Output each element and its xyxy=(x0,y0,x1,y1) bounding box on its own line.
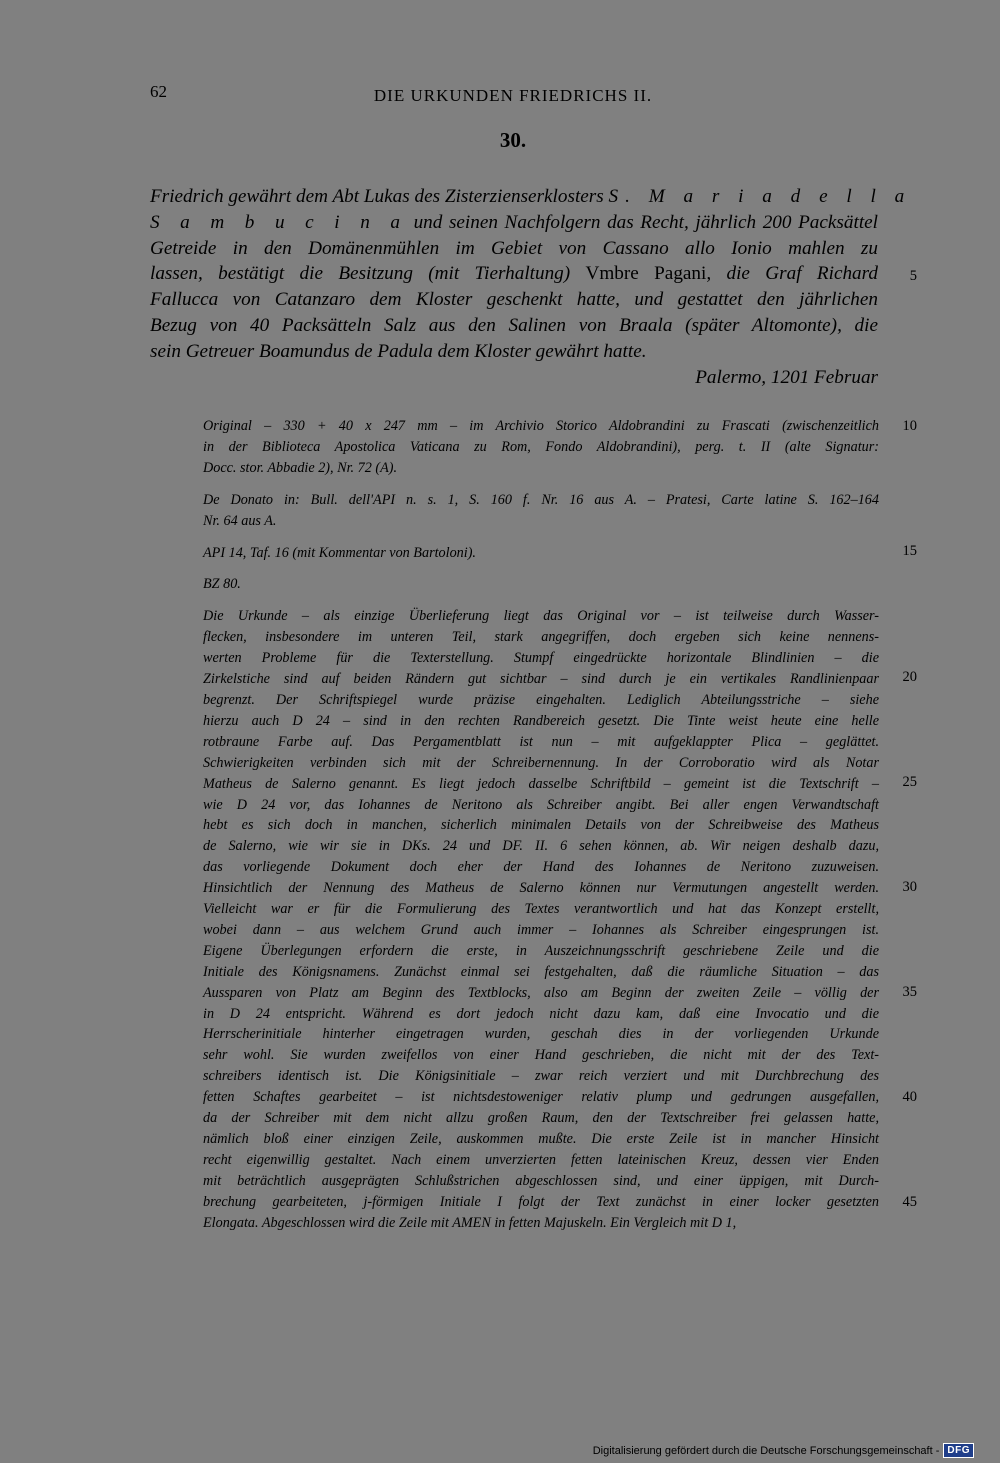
note-line: Hinsichtlich der Nennung des Matheus de Salerno können nur Vermutungen angestellt werden. xyxy=(203,880,879,897)
note-line: Eigene Überlegungen erfordern die erste, in Auszeichnungsschrift geschriebene Zeile und die xyxy=(203,942,879,959)
commentary-notes xyxy=(203,416,879,1245)
note-line: Die Urkunde – als einzige Überlieferung liegt das Original vor – ist teilweise durch Wasser- xyxy=(203,608,879,625)
note-line: Elongata. Abgeschlossen wird die Zeile mit AMEN in fetten Majuskeln. Ein Vergleich mit D 1, xyxy=(203,1214,737,1231)
note-line: mit beträchtlich ausgeprägten Schlußstrichen abgeschlossen sind, und einer üppigen, mit Durch- xyxy=(203,1172,879,1189)
regest-line xyxy=(150,339,878,365)
note-line: recht eigenwillig gestaltet. Nach einem unverzierten fetten lateinischen Kreuz, dessen vier Enden xyxy=(203,1151,879,1168)
note-line: Vielleicht war er für die Formulierung des Textes verantwortlich und hat das Konzept erstellt, xyxy=(203,901,879,918)
spaced-name: S. M a r i a d e l l a xyxy=(608,186,912,207)
note-line: Original – 330 + 40 x 247 mm – im Archivio Storico Aldobrandini zu Frascati (zwischenzeitlich xyxy=(203,418,879,434)
regest-line xyxy=(150,261,878,287)
margin-line-number: 20 xyxy=(902,669,917,685)
regest-line xyxy=(150,313,878,339)
regest-text: und seinen Nachfolgern das Recht, jährlich 200 Packsättel xyxy=(406,211,878,233)
note-line: Herrscherinitiale hinterher eingetragen wurden, geschah dies in der vorliegenden Urkunde xyxy=(203,1026,879,1043)
regest-line xyxy=(150,287,878,313)
spaced-name: S a m b u c i n a xyxy=(150,211,407,233)
note-line: rotbraune Farbe auf. Das Pergamentblatt ist nun – mit aufgeklappter Plica – geglättet. xyxy=(203,733,879,750)
note-line: De Donato in: Bull. dell'API n. s. 1, S. 160 f. Nr. 16 aus A. – Pratesi, Carte latine S. 162–164 xyxy=(203,491,879,508)
note-line: nämlich bloß einer einzigen Zeile, auskommen mußte. Die erste Zeile ist in mancher Hinsicht xyxy=(203,1131,879,1147)
footer-text: Digitalisierung gefördert durch die Deutsche Forschungsgemeinschaft - xyxy=(592,1444,940,1457)
note-line: API 14, Taf. 16 (mit Kommentar von Bartoloni). xyxy=(203,544,476,561)
note-line: Nr. 64 aus A. xyxy=(203,512,277,529)
note-line: sehr wohl. Sie wurden zweifellos von einer Hand geschrieben, die nicht mit der des Text- xyxy=(203,1047,879,1064)
note-line: werten Probleme für die Texterstellung. Stumpf eingedrückte horizontale Blindlinien – die xyxy=(203,650,879,667)
note-line: Initiale des Königsnamens. Zunächst einmal sei festgehalten, daß die räumliche Situation – das xyxy=(203,963,879,980)
note-line: hierzu auch D 24 – sind in den rechten Randbereich gesetzt. Die Tinte weist heute eine helle xyxy=(203,712,879,729)
note-line: Schwierigkeiten verbinden sich mit der Schreibernennung. In der Corroboratio wird als Notar xyxy=(203,754,879,771)
note-line: brechung gearbeiteten, j-förmigen Initiale I folgt der Text zunächst in einer locker gesetzten xyxy=(203,1193,879,1210)
regest-text: , die Graf Richard xyxy=(706,263,878,285)
regest-date: Palermo, 1201 Februar xyxy=(695,366,878,388)
margin-line-number: 15 xyxy=(902,543,917,559)
note-paragraph xyxy=(203,416,879,479)
document-number: 30. xyxy=(499,128,527,152)
note-paragraph xyxy=(203,543,879,564)
regest-text: Getreide in den Domänenmühlen im Gebiet von Cassano allo Ionio mahlen zu xyxy=(150,237,878,259)
note-paragraph xyxy=(203,574,879,595)
note-line: da der Schreiber mit dem nicht allzu großen Raum, den der Textschreiber frei gelassen hatte, xyxy=(203,1110,879,1127)
regest-text: lassen, bestätigt die Besitzung (mit Tierhaltung) xyxy=(150,263,586,285)
note-line: Zirkelstiche sind auf beiden Rändern gut sichtbar – sind durch je ein vertikales Randlinienpaar xyxy=(203,671,879,688)
running-title: DIE URKUNDEN FRIEDRICHS II. xyxy=(373,86,653,105)
dfg-logo[interactable]: DFG xyxy=(943,1443,974,1458)
note-line: de Salerno, wie wir sie in DKs. 24 und DF. II. 6 sehen können, ab. Wir neigen deshalb dazu, xyxy=(203,838,879,855)
footer xyxy=(593,1443,974,1458)
note-line: Docc. stor. Abbadie 2), Nr. 72 (A). xyxy=(203,459,398,476)
note-line: fetten Schaftes gearbeitet – ist nichtsdestoweniger relativ plump und gedrungen ausgefallen, xyxy=(203,1089,879,1106)
margin-line-number: 10 xyxy=(902,418,917,434)
margin-line-number: 5 xyxy=(909,268,917,284)
note-line: in D 24 entspricht. Während es dort jedoch nicht dazu kam, daß eine Invocatio und die xyxy=(203,1005,879,1022)
upright-name: Vmbre Pagani xyxy=(585,263,707,285)
regest-text: Fallucca von Catanzaro dem Kloster geschenkt hatte, und gestattet den jährlichen xyxy=(150,289,878,311)
regest-line xyxy=(150,210,878,236)
regest-line xyxy=(150,236,878,262)
note-line: wobei dann – aus welchem Grund auch immer – Iohannes als Schreiber eingesprungen ist. xyxy=(203,921,879,938)
note-line: flecken, insbesondere im unteren Teil, stark angegriffen, doch ergeben sich keine nennens- xyxy=(203,629,879,646)
margin-line-number: 35 xyxy=(902,984,917,1000)
note-line: Matheus de Salerno genannt. Es liegt jedoch dasselbe Schriftbild – gemeint ist die Textschrift – xyxy=(203,775,879,792)
note-line: schreibers identisch ist. Die Königsinitiale – zwar reich verziert und mit Durchbrechung des xyxy=(203,1068,879,1085)
regest-text: Bezug von 40 Packsätteln Salz aus den Salinen von Braala (später Altomonte), die xyxy=(150,314,878,336)
page-number: 62 xyxy=(150,82,167,101)
note-paragraph xyxy=(203,490,879,532)
regest-text: Friedrich gewährt dem Abt Lukas des Zisterzienserklosters xyxy=(150,186,609,207)
note-line: BZ 80. xyxy=(203,576,241,593)
note-line: hebt es sich doch in manchen, sicherlich minimalen Details von der Schreibweise des Matheus xyxy=(203,817,879,834)
regest-line xyxy=(150,184,912,210)
note-line: in der Biblioteca Apostolica Vaticana zu Rom, Fondo Aldobrandini), perg. t. II (alte Signatur: xyxy=(203,438,879,455)
note-line: wie D 24 vor, das Iohannes de Neritono als Schreiber angibt. Bei aller engen Verwandtschaft xyxy=(203,796,879,813)
regest-text: sein Getreuer Boamundus de Padula dem Kloster gewährt hatte. xyxy=(150,340,647,362)
note-line: begrenzt. Der Schriftspiegel wurde präzise eingehalten. Lediglich Abteilungsstriche – siehe xyxy=(203,691,879,708)
margin-line-number: 45 xyxy=(902,1194,917,1210)
note-line: das vorliegende Dokument doch eher der Hand des Iohannes de Neritono zuzuweisen. xyxy=(203,859,879,876)
note-line: Aussparen von Platz am Beginn des Textblocks, also am Beginn der zweiten Zeile – völlig der xyxy=(203,984,879,1001)
margin-line-number: 40 xyxy=(902,1089,917,1105)
margin-line-number: 30 xyxy=(902,879,917,895)
regest xyxy=(150,184,912,390)
note-paragraph xyxy=(203,606,879,1233)
margin-line-number: 25 xyxy=(902,774,917,790)
